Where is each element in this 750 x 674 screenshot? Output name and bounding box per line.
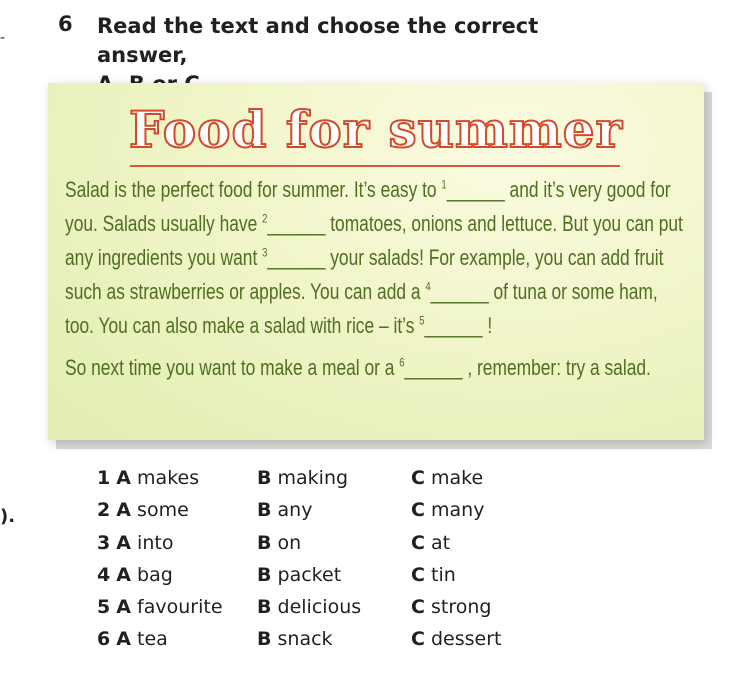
article-title: Food for summer — [129, 100, 623, 159]
option-letter: A — [116, 531, 131, 554]
option-a[interactable] — [97, 596, 223, 618]
article-text: ______ your salads! For example, you can add fruit such as strawberries or apples. You can add a — [65, 245, 664, 304]
option-word: some — [137, 499, 189, 522]
option-letter: A — [116, 563, 131, 586]
option-word: tin — [431, 563, 456, 586]
option-letter: B — [257, 563, 272, 586]
option-letter: C — [411, 531, 425, 554]
article-body — [65, 173, 689, 385]
reading-card — [48, 83, 704, 440]
article-paragraph-2 — [65, 351, 689, 385]
question-number: 1 — [97, 467, 111, 489]
instruction-line-1: Read the text and choose the correct answer, — [97, 14, 539, 67]
option-a[interactable] — [97, 532, 173, 554]
option-word: many — [431, 499, 485, 522]
option-word: tea — [137, 628, 168, 651]
option-word: making — [277, 467, 349, 489]
option-word: favourite — [137, 596, 223, 619]
question-number: 6 — [97, 628, 111, 651]
option-b[interactable] — [257, 532, 301, 554]
option-letter: B — [257, 596, 272, 619]
option-row — [97, 596, 557, 628]
option-b[interactable] — [257, 628, 333, 650]
option-word: delicious — [277, 596, 362, 619]
option-word: dessert — [431, 628, 502, 651]
option-c[interactable] — [411, 499, 484, 521]
option-letter: C — [411, 499, 425, 522]
gap-number: 1 — [441, 177, 447, 192]
article-paragraph-1 — [65, 173, 689, 343]
page-edge-dash: - — [0, 30, 6, 46]
page-edge-paren: ). — [0, 506, 16, 527]
article-text: ______ , remember: try a salad. — [404, 355, 651, 380]
option-b[interactable] — [257, 596, 361, 618]
option-row — [97, 499, 557, 531]
option-word: any — [277, 499, 313, 522]
option-word: makes — [137, 467, 200, 489]
option-letter: A — [116, 628, 131, 651]
option-letter: A — [116, 499, 131, 522]
option-word: packet — [277, 563, 342, 586]
question-number: 5 — [97, 596, 111, 619]
option-b[interactable] — [257, 499, 312, 521]
option-row — [97, 628, 557, 660]
option-c[interactable] — [411, 596, 491, 618]
option-b[interactable] — [257, 564, 341, 586]
option-word: snack — [277, 628, 333, 651]
option-letter: A — [116, 467, 131, 489]
question-number: 2 — [97, 499, 111, 522]
option-word: at — [431, 531, 451, 554]
option-word: into — [137, 531, 174, 554]
option-letter: C — [411, 563, 425, 586]
option-c[interactable] — [411, 628, 502, 650]
option-letter: B — [257, 499, 272, 522]
option-word: on — [277, 531, 302, 554]
exercise-number: 6 — [58, 12, 73, 36]
question-number: 3 — [97, 531, 111, 554]
option-a[interactable] — [97, 499, 189, 521]
option-letter: B — [257, 531, 272, 554]
article-text: ______ of tuna or some ham, too. You can also make a salad with rice – it’s — [65, 279, 658, 338]
option-a[interactable] — [97, 467, 199, 489]
option-word: bag — [137, 563, 173, 586]
option-c[interactable] — [411, 532, 450, 554]
option-row — [97, 564, 557, 596]
option-b[interactable] — [257, 467, 348, 489]
option-a[interactable] — [97, 564, 173, 586]
gap-number: 4 — [425, 279, 431, 294]
gap-number: 3 — [262, 245, 268, 260]
option-a[interactable] — [97, 628, 168, 650]
option-letter: B — [257, 467, 272, 489]
option-letter: C — [411, 467, 425, 489]
article-text: ______ and it’s very good for you. Salads usually have — [65, 177, 671, 236]
option-row — [97, 467, 557, 499]
option-word: make — [431, 467, 484, 489]
answer-options — [97, 467, 557, 661]
question-number: 4 — [97, 563, 111, 586]
option-letter: C — [411, 628, 425, 651]
gap-number: 6 — [399, 355, 405, 370]
article-text: ______ tomatoes, onions and lettuce. But you can put any ingredients you want — [65, 211, 683, 270]
option-letter: C — [411, 596, 425, 619]
option-letter: B — [257, 628, 272, 651]
option-c[interactable] — [411, 467, 483, 489]
option-c[interactable] — [411, 564, 456, 586]
title-underline — [130, 165, 620, 167]
article-text: Salad is the perfect food for summer. It’s easy to — [65, 177, 442, 202]
option-row — [97, 532, 557, 564]
option-word: strong — [431, 596, 492, 619]
gap-number: 5 — [419, 313, 425, 328]
article-text: So next time you want to make a meal or a — [65, 355, 400, 380]
option-letter: A — [116, 596, 131, 619]
article-text: ______ ! — [424, 313, 493, 338]
gap-number: 2 — [262, 211, 268, 226]
